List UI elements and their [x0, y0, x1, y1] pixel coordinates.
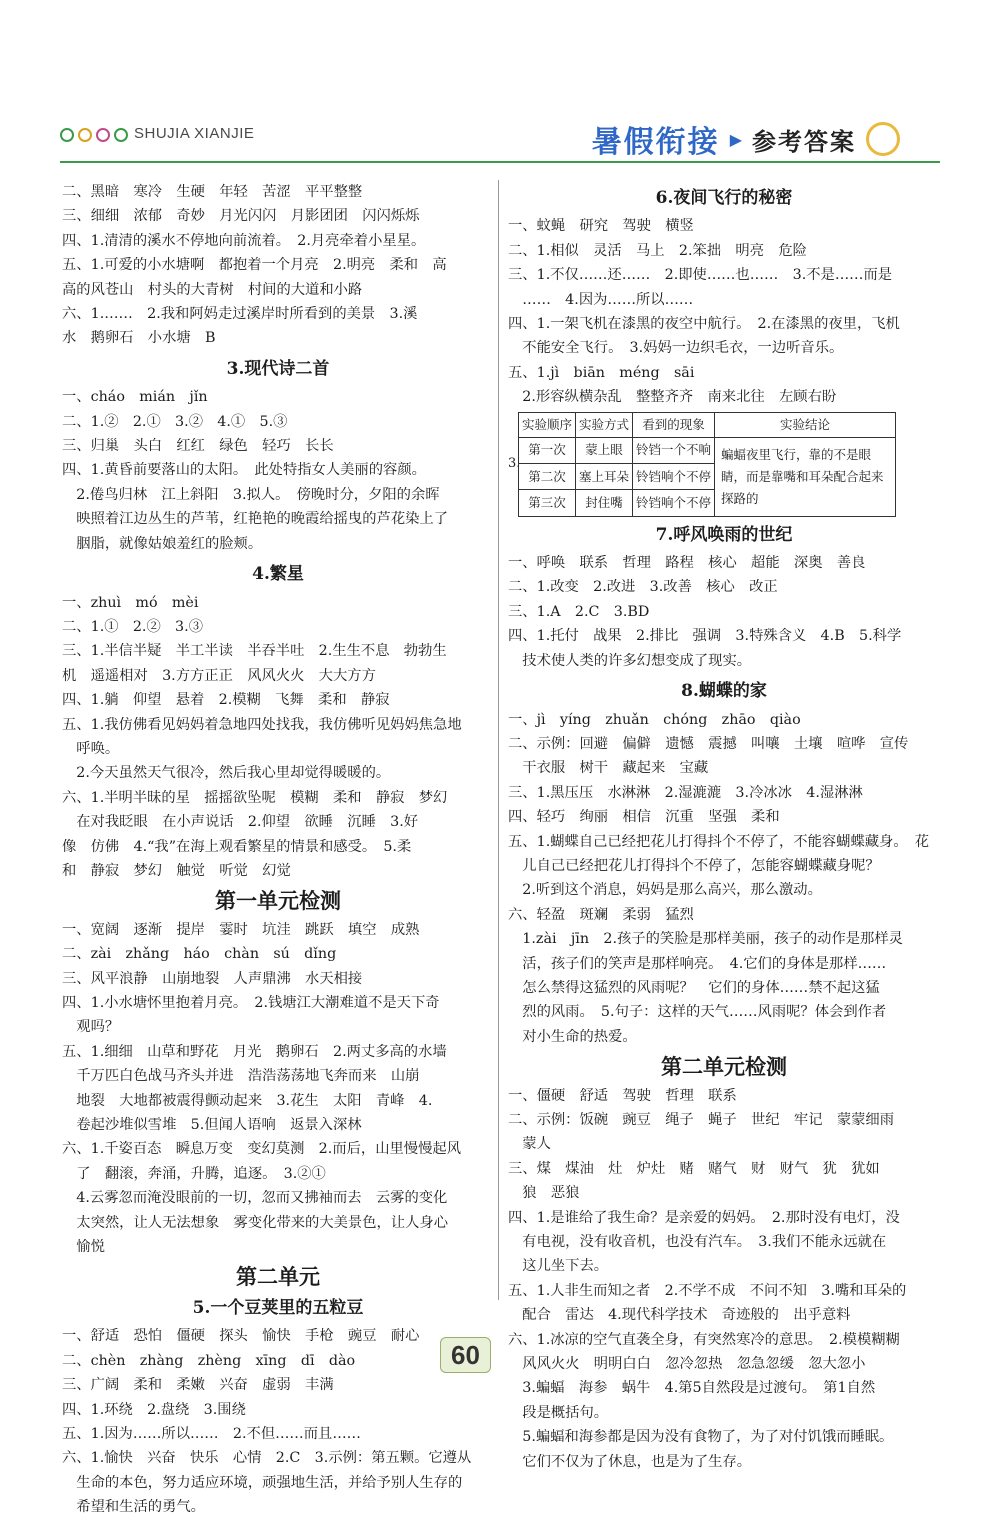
answer-line: 五、1.可爱的小水塘啊 都抱着一个月亮 2.明亮 柔和 高 — [62, 257, 447, 274]
flower-icon — [114, 128, 128, 142]
right-bottom-section — [508, 523, 940, 1474]
answer-line: 六、1.冰凉的空气直袭全身，有突然寒冷的意思。 2.模模糊糊 — [508, 1331, 900, 1348]
answer-line: 一、呼唤 联系 哲理 路程 核心 超能 深奥 善良 — [508, 555, 866, 572]
answer-line: 技术使人类的许多幻想变成了现实。 — [508, 652, 752, 669]
answer-line: 三、1.黑压压 水淋淋 2.湿漉漉 3.冷冰冰 4.湿淋淋 — [508, 784, 863, 801]
answer-line: 五、1.人非生而知之者 2.不学不成 不问不知 3.嘴和耳朵的 — [508, 1282, 907, 1299]
table-header-row — [519, 412, 896, 437]
answer-line: 地裂 大地都被震得颤动起来 3.花生 太阳 青峰 4. — [62, 1092, 433, 1109]
answer-line: 像 仿佛 4.“我”在海上观看繁星的情景和感受。 5.柔 — [62, 838, 412, 855]
arrow-icon: ▶ — [729, 129, 742, 149]
answer-line: 二、1.① 2.② 3.③ — [62, 618, 203, 635]
answer-line: …… 4.因为……所以…… — [508, 291, 694, 308]
table-cell: 塞上耳朵 — [576, 463, 633, 489]
answer-line: 2.倦鸟归林 江上斜阳 3.拟人。 傍晚时分，夕阳的余晖 — [62, 486, 440, 503]
answer-line: 一、jì yíng zhuǎn chóng zhāo qiào — [508, 711, 801, 728]
answer-line: 对小生命的热爱。 — [508, 1028, 637, 1045]
answer-line: 二、chèn zhàng zhèng xīng dī dào — [62, 1352, 356, 1369]
answer-line: 五、1.细细 山草和野花 月光 鹅卵石 2.两丈多高的水墙 — [62, 1043, 447, 1060]
flower-icons — [60, 128, 128, 142]
answer-line: 和 静寂 梦幻 触觉 听觉 幻觉 — [62, 862, 291, 879]
experiment-table-block — [508, 412, 940, 517]
flower-icon — [78, 128, 92, 142]
flower-icon — [60, 128, 74, 142]
answer-line: 5.蝙蝠和海参都是因为没有食物了，为了对付饥饿而睡眠。 — [508, 1429, 894, 1446]
sun-icon — [866, 122, 900, 156]
answer-line: 怎么禁得这猛烈的风雨呢？ 它们的身体……禁不起这猛 — [508, 979, 880, 996]
answer-line: 三、1.不仅……还…… 2.即使……也…… 3.不是……而是 — [508, 267, 893, 284]
brand-text: SHUJIA XIANJIE — [134, 125, 255, 142]
table-cell: 铃铛响个不停 — [633, 490, 715, 516]
answer-line: 活，孩子们的笑声是那样响亮。 4.它们的身体是那样…… — [508, 955, 887, 972]
section-title: 参考答案 — [752, 127, 856, 156]
answer-line: 三、广阔 柔和 柔嫩 兴奋 虚弱 丰满 — [62, 1377, 334, 1394]
answer-line: 三、风平浪静 山崩地裂 人声鼎沸 水天相接 — [62, 970, 363, 987]
answer-line: 卷起沙堆似雪堆 5.但闻人语响 返景入深林 — [62, 1117, 362, 1134]
answer-line: 狼 恶狼 — [508, 1185, 580, 1202]
answer-line: 愉悦 — [62, 1239, 105, 1256]
answer-line: 二、示例：回避 偏僻 遗憾 震撼 叫嚷 土壤 喧哗 宣传 — [508, 735, 909, 752]
answer-line: 五、1.蝴蝶自己已经把花儿打得抖个不停了，不能容蝴蝶藏身。 花 — [508, 833, 930, 850]
answer-line: 四、1.清清的溪水不停地向前流着。 2.月亮牵着小星星。 — [62, 232, 426, 249]
answer-line: 五、1.我仿佛看见妈妈着急地四处找我，我仿佛听见妈妈焦急地 — [62, 716, 462, 733]
answer-line: 四、1.黄昏前要落山的太阳。 此处特指女人美丽的容颜。 — [62, 462, 426, 479]
answer-line: 二、示例：饭碗 豌豆 绳子 蝇子 世纪 牢记 蒙蒙细雨 — [508, 1112, 895, 1128]
answer-line: 呼唤。 — [62, 740, 120, 757]
answer-line: 二、1.改变 2.改进 3.改善 核心 改正 — [508, 579, 778, 596]
table-row — [519, 437, 896, 463]
answer-line: 不能安全飞行。 3.妈妈一边织毛衣，一边听音乐。 — [508, 340, 844, 357]
column-divider — [498, 180, 499, 1300]
right-top-section — [508, 186, 940, 410]
unit-title: 第二单元检测 — [661, 1055, 787, 1080]
answer-line: 三、细细 浓郁 奇妙 月光闪闪 月影团团 闪闪烁烁 — [62, 208, 420, 225]
answer-line: 生命的本色，努力适应环境，顽强地生活，并给予别人生存的 — [62, 1474, 463, 1491]
answer-line: 这儿坐下去。 — [508, 1258, 609, 1275]
answer-line: 希望和生活的勇气。 — [62, 1499, 205, 1516]
answer-line: 干衣服 树干 藏起来 宝藏 — [508, 760, 709, 777]
answer-line: 二、黑暗 寒冷 生硬 年轻 苦涩 平平整整 — [62, 184, 363, 200]
left-column — [62, 180, 494, 1520]
answer-line: 二、1.② 2.① 3.② 4.① 5.③ — [62, 413, 288, 430]
answer-line: 太突然，让人无法想象 雾变化带来的大美景色，让人身心 — [62, 1214, 449, 1231]
table-header-cell: 看到的现象 — [633, 412, 715, 437]
answer-line: 一、僵硬 舒适 驾驶 哲理 联系 — [508, 1087, 737, 1104]
answer-line: 一、zhuì mó mèi — [62, 594, 199, 611]
answer-line: 儿自己已经把花儿打得抖个不停了，怎能容蝴蝶藏身呢？ — [508, 857, 880, 874]
series-title: 暑假衔接 — [591, 125, 720, 160]
answer-line: 四、轻巧 绚丽 相信 沉重 坚强 柔和 — [508, 809, 780, 826]
answer-line: 段是概括句。 — [508, 1404, 609, 1421]
header-rule — [60, 161, 940, 163]
lesson-title: 7.呼风唤雨的世纪 — [655, 524, 793, 545]
answer-line: 观吗？ — [62, 1019, 120, 1036]
table-header-cell: 实验结论 — [715, 412, 896, 437]
table-cell: 封住嘴 — [576, 490, 633, 516]
answer-line: 映照着江边丛生的芦苇，红艳艳的晚霞给摇曳的芦花染上了 — [62, 511, 449, 528]
answer-line: 一、舒适 恐怕 僵硬 探头 愉快 手枪 豌豆 耐心 — [62, 1328, 420, 1345]
answer-line: 1.zài jīn 2.孩子的笑脸是那样美丽，孩子的动作是那样灵 — [508, 931, 903, 948]
header-title-area — [592, 117, 900, 161]
unit-title: 第二单元 — [236, 1265, 320, 1290]
answer-line: 一、cháo mián jǐn — [62, 389, 208, 406]
answer-line: 一、宽阔 逐渐 提岸 霎时 坑洼 跳跃 填空 成熟 — [62, 921, 420, 938]
answer-line: 六、1.千姿百态 瞬息万变 变幻莫测 2.而后，山里慢慢起风 — [62, 1141, 461, 1158]
lesson-title: 6.夜间飞行的秘密 — [655, 188, 793, 208]
unit-title: 第一单元检测 — [215, 889, 341, 914]
page-header — [60, 95, 940, 165]
lesson-title: 8.蝴蝶的家 — [681, 681, 767, 702]
answer-line: 三、煤 煤油 灶 炉灶 赌 赌气 财 财气 犹 犹如 — [508, 1160, 880, 1177]
lesson-title: 5.一个豆荚里的五粒豆 — [192, 1297, 364, 1318]
answer-line: 4.云雾忽而淹没眼前的一切，忽而又拂袖而去 云雾的变化 — [62, 1190, 448, 1207]
answer-line: 3.蝙蝠 海参 蜗牛 4.第5自然段是过渡句。 第1自然 — [508, 1380, 876, 1397]
experiment-table — [518, 412, 896, 517]
answer-line: 它们不仅为了休息，也是为了生存。 — [508, 1453, 752, 1470]
table-cell: 第三次 — [519, 490, 576, 516]
table-cell: 第一次 — [519, 437, 576, 463]
answer-line: 2.今天虽然天气很冷，然后我心里却觉得暖暖的。 — [62, 765, 391, 782]
answer-line: 三、1.半信半疑 半工半读 半吞半吐 2.生生不息 勃勃生 — [62, 643, 447, 660]
answer-line: 千万匹白色战马齐头并进 浩浩荡荡地飞奔而来 山崩 — [62, 1068, 420, 1085]
answer-line: 六、1.半明半昧的星 摇摇欲坠呢 模糊 柔和 静寂 梦幻 — [62, 789, 448, 806]
answer-line: 蒙人 — [508, 1136, 551, 1153]
answer-line: 烈的风雨。 5.句子：这样的天气……风雨呢？体会到作者 — [508, 1004, 887, 1021]
table-conclusion-cell: 蝙蝠夜里飞行，靠的不是眼睛，而是靠嘴和耳朵配合起来探路的 — [715, 437, 896, 516]
answer-line: 高的风苍山 村头的大青树 村间的大道和小路 — [62, 281, 363, 298]
answer-line: 三、归巢 头白 红红 绿色 轻巧 长长 — [62, 438, 334, 455]
answer-line: 2.听到这个消息，妈妈是那么高兴，那么激动。 — [508, 882, 822, 899]
answer-line: 六、1.…… 2.我和阿妈走过溪岸时所看到的美景 3.溪 — [62, 306, 418, 323]
answer-line: 一、蚊蝇 研究 驾驶 横竖 — [508, 218, 694, 235]
answer-line: 二、zài zhǎng háo chàn sú dǐng — [62, 946, 337, 963]
table-header-cell: 实验方式 — [576, 412, 633, 437]
answer-line: 三、1.A 2.C 3.BD — [508, 603, 650, 620]
answer-line: 四、1.托付 战果 2.排比 强调 3.特殊含义 4.B 5.科学 — [508, 628, 902, 645]
right-column — [508, 180, 940, 1474]
answer-line: 四、1.一架飞机在漆黑的夜空中航行。 2.在漆黑的夜里，飞机 — [508, 316, 900, 333]
answer-line: 六、轻盈 斑斓 柔弱 猛烈 — [508, 906, 694, 923]
lesson-title: 3.现代诗二首 — [226, 358, 330, 379]
answer-line: 五、1.jì biān méng sāi — [508, 364, 695, 381]
answer-line: 二、1.相似 灵活 马上 2.笨拙 明亮 危险 — [508, 242, 807, 259]
answer-line: 五、1.因为……所以…… 2.不但……而且…… — [62, 1425, 361, 1442]
table-cell: 铃铛一个不响 — [633, 437, 715, 463]
page-footer — [440, 1340, 491, 1371]
answer-line: 了 翻滚，奔涌，升腾，追逐。 3.②① — [62, 1165, 326, 1182]
page-number: 60 — [440, 1337, 491, 1373]
table-cell: 蒙上眼 — [576, 437, 633, 463]
table-header-cell: 实验顺序 — [519, 412, 576, 437]
answer-line: 在对我眨眼 在小声说话 2.仰望 欲睡 沉睡 3.好 — [62, 814, 419, 831]
answer-line: 机 遥遥相对 3.方方正正 风风火火 大大方方 — [62, 667, 376, 684]
answer-line: 四、1.环绕 2.盘绕 3.围绕 — [62, 1401, 246, 1418]
table-number: 3. — [508, 455, 521, 471]
answer-line: 配合 雷达 4.现代科学技术 奇迹般的 出乎意料 — [508, 1307, 851, 1324]
answer-line: 水 鹅卵石 小水塘 B — [62, 330, 216, 347]
answer-line: 风风火火 明明白白 忽冷忽热 忽急忽缓 忽大忽小 — [508, 1356, 866, 1373]
answer-line: 胭脂，就像姑娘羞红的脸颊。 — [62, 535, 263, 552]
answer-line: 六、1.愉快 兴奋 快乐 心情 2.C 3.示例：第五颗。它遵从 — [62, 1450, 472, 1467]
answer-line: 四、1.躺 仰望 悬着 2.模糊 飞舞 柔和 静寂 — [62, 692, 390, 709]
answer-line: 四、1.小水塘怀里抱着月亮。 2.钱塘江大潮难道不是天下奇 — [62, 995, 440, 1011]
table-cell: 第二次 — [519, 463, 576, 489]
table-cell: 铃铛响个不停 — [633, 463, 715, 489]
flower-icon — [96, 128, 110, 142]
answer-line: 2.形容纵横杂乱 整整齐齐 南来北往 左顾右盼 — [508, 389, 837, 406]
lesson-title: 4.繁星 — [252, 564, 304, 585]
brand-area — [60, 125, 254, 142]
answer-line: 四、1.是谁给了我生命？是亲爱的妈妈。 2.那时没有电灯，没 — [508, 1209, 900, 1226]
answer-line: 有电视，没有收音机，也没有汽车。 3.我们不能永远就在 — [508, 1234, 887, 1251]
